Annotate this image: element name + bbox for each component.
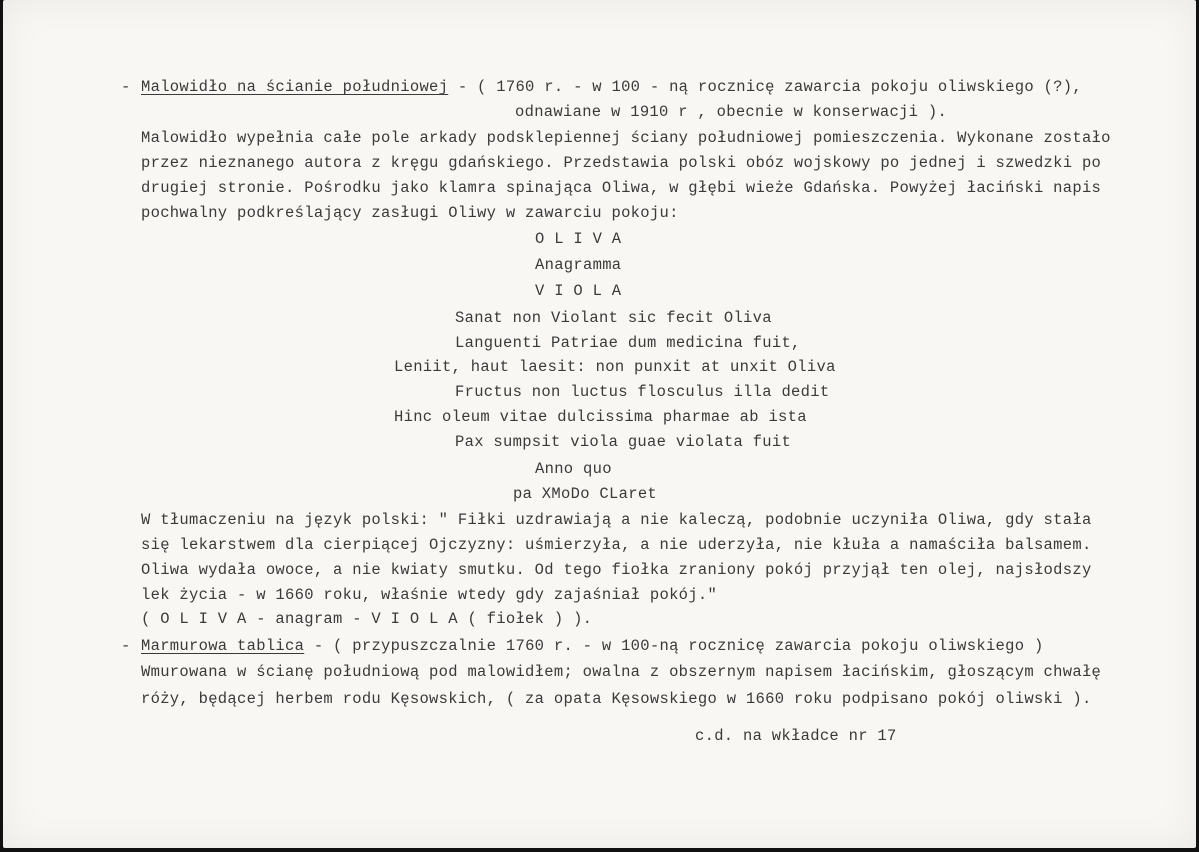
section2-body-line: Wmurowana w ścianę południową pod malowidłem; owalna z obszernym napisem łacińskim, głoszącym chwałę	[141, 663, 1102, 681]
section1-heading-line	[141, 77, 1082, 97]
poem-line: Hinc oleum vitae dulcissima pharmae ab ista	[394, 408, 807, 426]
section1-heading: Malowidło na ścianie południowej	[141, 78, 449, 96]
poem-line: Leniit, haut laesit: non punxit at unxit Oliva	[394, 358, 836, 376]
section1-heading-rest: - ( 1760 r. - w 100 - ną rocznicę zawarcia pokoju oliwskiego (?),	[448, 78, 1082, 96]
section2-heading-rest: - ( przypuszczalnie 1760 r. - w 100-ną rocznicę zawarcia pokoju oliwskiego )	[304, 637, 1044, 655]
poem-line: Anno quo	[535, 460, 612, 478]
body-line: pochwalny podkreślający zasługi Oliwy w zawarciu pokoju:	[141, 204, 679, 222]
body-line: przez nieznanego autora z kręgu gdańskiego. Przedstawia polski obóz wojskowy po jednej i szwedzki po	[141, 154, 1102, 172]
poem-line: Languenti Patriae dum medicina fuit,	[455, 334, 801, 352]
body-line: drugiej stronie. Pośrodku jako klamra spinająca Oliwa, w głębi wieże Gdańska. Powyżej łaciński napis	[141, 179, 1102, 197]
poem-line-viola: V I O L A	[535, 282, 622, 300]
section2-heading-line	[141, 636, 1044, 656]
poem-line: Fructus non luctus flosculus illa dedit	[455, 383, 830, 401]
section1-heading-line2: odnawiane w 1910 r , obecnie w konserwacji ).	[515, 103, 948, 121]
section1-bullet: -	[121, 78, 131, 96]
translation-line: się lekarstwem dla cierpiącej Ojczyzny: uśmierzyła, a nie uderzyła, nie kłuła a namaściła balsamem.	[141, 536, 1092, 554]
section2-body-line: róży, będącej herbem rodu Kęsowskich, ( za opata Kęsowskiego w 1660 roku podpisano pokój oliwski ).	[141, 690, 1092, 708]
poem-line-oliva: O L I V A	[535, 230, 622, 248]
poem-line: Pax sumpsit viola guae violata fuit	[455, 433, 792, 451]
section2-bullet: -	[121, 637, 131, 655]
translation-line: W tłumaczeniu na język polski: " Fiłki uzdrawiają a nie kaleczą, podobnie uczyniła Oliwa, gdy stała	[141, 511, 1092, 529]
poem-line: Sanat non Violant sic fecit Oliva	[455, 309, 772, 327]
translation-line: ( O L I V A - anagram - V I O L A ( fiołek ) ).	[141, 610, 593, 628]
document-page	[3, 0, 1196, 848]
body-line: Malowidło wypełnia całe pole arkady podsklepiennej ściany południowej pomieszczenia. Wykonane zostało	[141, 129, 1111, 147]
poem-line-anagramma: Anagramma	[535, 256, 622, 274]
translation-line: lek życia - w 1660 roku, właśnie wtedy gdy zajaśniał pokój."	[141, 586, 718, 604]
translation-line: Oliwa wydała owoce, a nie kwiaty smutku. Od tego fiołka zraniony pokój przyjął ten olej, najsłodszy	[141, 561, 1092, 579]
poem-line: pa XMoDo CLaret	[513, 485, 658, 503]
continuation-note: c.d. na wkładce nr 17	[695, 727, 897, 745]
section2-heading: Marmurowa tablica	[141, 637, 305, 655]
